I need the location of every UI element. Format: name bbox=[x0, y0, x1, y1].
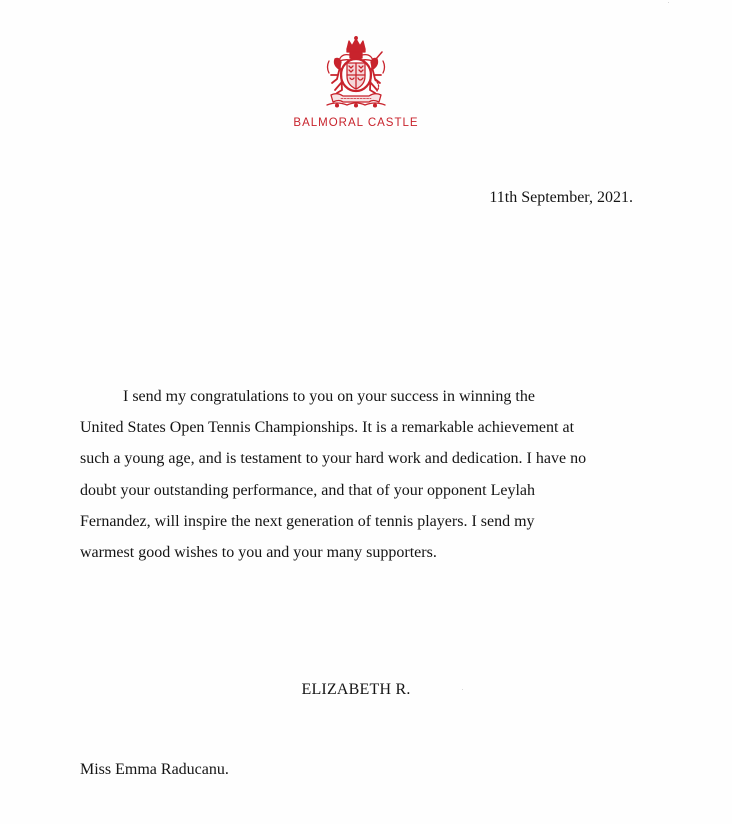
letter-date: 11th September, 2021. bbox=[489, 189, 633, 206]
body-line: I send my congratulations to you on your success in winning the bbox=[123, 388, 535, 405]
body-line: United States Open Tennis Championships. It is a remarkable achievement at bbox=[80, 419, 575, 437]
signature: ELIZABETH R. bbox=[301, 681, 411, 698]
royal-coat-of-arms-icon bbox=[317, 35, 395, 109]
paper-speck bbox=[668, 2, 669, 3]
letterhead-address: BALMORAL CASTLE bbox=[293, 117, 419, 129]
body-line: warmest good wishes to you and your many supporters. bbox=[80, 544, 437, 562]
paper-speck bbox=[462, 689, 463, 690]
body-line: Fernandez, will inspire the next generation of tennis players. I send my bbox=[80, 512, 535, 530]
body-line: doubt your outstanding performance, and that of your opponent Leylah bbox=[80, 481, 535, 499]
body-line: such a young age, and is testament to your hard work and dedication. I have no bbox=[80, 450, 587, 468]
letter-body bbox=[80, 381, 640, 568]
recipient-name: Miss Emma Raducanu. bbox=[80, 761, 229, 778]
